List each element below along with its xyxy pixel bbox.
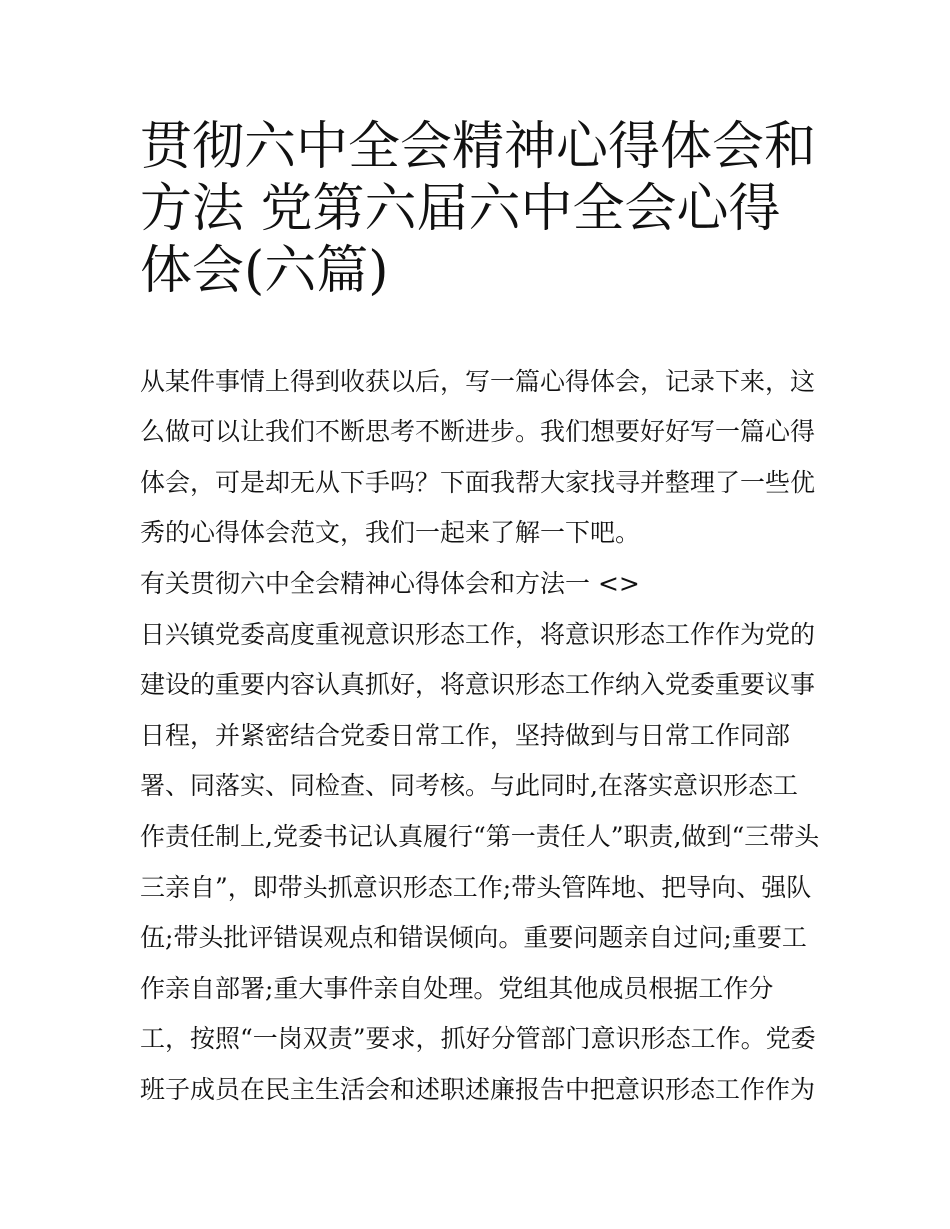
body-line: 伍;带头批评错误观点和错误倾向。重要问题亲自过问;重要工 [140,923,807,952]
body-line: 体会，可是却无从下手吗？下面我帮大家找寻并整理了一些优 [140,468,816,497]
document-title: 贯彻六中全会精神心得体会和方法 党第六届六中全会心得体会(六篇) [140,117,817,301]
body-line: 日兴镇党委高度重视意识形态工作，将意识形态工作作为党的 [140,620,816,649]
body-line: 从某件事情上得到收获以后，写一篇心得体会，记录下来，这 [140,367,816,396]
body-line: 么做可以让我们不断思考不断进步。我们想要好好写一篇心得 [140,417,816,446]
body-line: 工，按照“一岗双责”要求，抓好分管部门意识形态工作。党委 [140,1024,816,1053]
body-line: 秀的心得体会范文，我们一起来了解一下吧。 [140,518,641,547]
body-line: 建设的重要内容认真抓好，将意识形态工作纳入党委重要议事 [140,670,816,699]
body-line: 三亲自”，即带头抓意识形态工作;带头管阵地、把导向、强队 [140,873,812,902]
body-line: 日程，并紧密结合党委日常工作，坚持做到与日常工作同部 [140,721,791,750]
body-line: 作责任制上,党委书记认真履行“第一责任人”职责,做到“三带头 [140,822,820,851]
section-heading: 有关贯彻六中全会精神心得体会和方法一 <> [140,569,640,598]
body-line: 班子成员在民主生活会和述职述廉报告中把意识形态工作作为 [140,1075,816,1104]
body-line: 作亲自部署;重大事件亲自处理。党组其他成员根据工作分 [140,974,774,1003]
body-line: 署、同落实、同检查、同考核。与此同时,在落实意识形态工 [140,771,798,800]
